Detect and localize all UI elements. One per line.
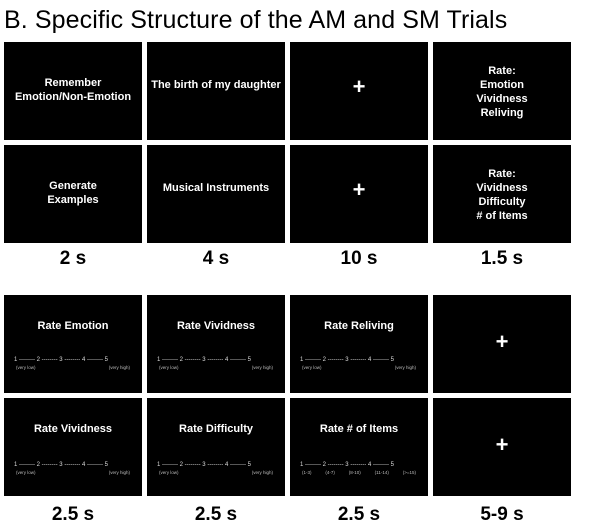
rating-scale-anchors: (very low) (very high) xyxy=(159,365,273,370)
rating-label: Rate Difficulty xyxy=(179,423,253,435)
sm-rating-vividness-panel xyxy=(4,398,142,496)
rating-scale-anchors: (very low) (very high) xyxy=(16,470,130,475)
rating-scale: 1 -------- 2 -------- 3 -------- 4 -------- 5 xyxy=(14,357,108,363)
rating-scale: 1 -------- 2 -------- 3 -------- 4 -------- 5 xyxy=(157,462,251,468)
duration-label: 2.5 s xyxy=(194,504,238,525)
rating-scale-anchors: (very low) (very high) xyxy=(159,470,273,475)
rating-scale-anchors: (1-3) (4-7) (8-10) (11-14) (>=15) xyxy=(302,470,416,475)
am-phrase-text: The birth of my daughter xyxy=(151,79,281,91)
duration-label: 4 s xyxy=(202,248,230,269)
fixation-cross-icon: + xyxy=(352,74,366,99)
am-rating-vividness-panel xyxy=(147,295,285,393)
sm-rate-prompt-text: Rate: Vividness Difficulty # of Items xyxy=(476,168,528,222)
rating-scale: 1 -------- 2 -------- 3 -------- 4 -------- 5 xyxy=(14,462,108,468)
duration-label: 10 s xyxy=(340,248,378,269)
duration-label: 2.5 s xyxy=(51,504,95,525)
duration-label: 2 s xyxy=(59,248,87,269)
sm-rating-difficulty-panel xyxy=(147,398,285,496)
rating-label: Rate Reliving xyxy=(324,320,394,332)
am-rate-prompt-panel xyxy=(433,42,571,140)
sm-phrase-panel xyxy=(147,145,285,243)
sm-cue-text: Generate Examples xyxy=(47,180,99,206)
am-rating-emotion-panel xyxy=(4,295,142,393)
duration-label: 1.5 s xyxy=(480,248,524,269)
sm-phrase-text: Musical Instruments xyxy=(162,182,270,194)
am-rate-prompt-text: Rate: Emotion Vividness Reliving xyxy=(476,65,528,119)
am-rating-reliving-panel xyxy=(290,295,428,393)
sm-cue-panel xyxy=(4,145,142,243)
fixation-cross-icon: + xyxy=(495,329,509,354)
duration-label: 2.5 s xyxy=(337,504,381,525)
rating-scale-anchors: (very low) (very high) xyxy=(16,365,130,370)
figure-title: B. Specific Structure of the AM and SM Trials xyxy=(4,6,508,34)
rating-scale: 1 -------- 2 -------- 3 -------- 4 -------- 5 xyxy=(157,357,251,363)
am-phrase-panel xyxy=(147,42,285,140)
rating-scale: 1 -------- 2 -------- 3 -------- 4 -------- 5 xyxy=(300,462,394,468)
rating-label: Rate Vividness xyxy=(33,423,113,435)
sm-fixation-panel xyxy=(433,398,571,496)
rating-label: Rate Emotion xyxy=(37,320,109,332)
rating-label: Rate Vividness xyxy=(176,320,256,332)
fixation-cross-icon: + xyxy=(495,432,509,457)
duration-label: 5-9 s xyxy=(480,504,524,525)
rating-label: Rate # of Items xyxy=(319,423,399,435)
sm-rate-prompt-panel xyxy=(433,145,571,243)
rating-scale-anchors: (very low) (very high) xyxy=(302,365,416,370)
am-fixation-panel xyxy=(290,42,428,140)
sm-rating-items-panel xyxy=(290,398,428,496)
rating-scale: 1 -------- 2 -------- 3 -------- 4 -------- 5 xyxy=(300,357,394,363)
am-fixation-panel xyxy=(433,295,571,393)
fixation-cross-icon: + xyxy=(352,177,366,202)
am-cue-text: Remember Emotion/Non-Emotion xyxy=(14,77,132,103)
am-cue-panel xyxy=(4,42,142,140)
sm-fixation-panel xyxy=(290,145,428,243)
